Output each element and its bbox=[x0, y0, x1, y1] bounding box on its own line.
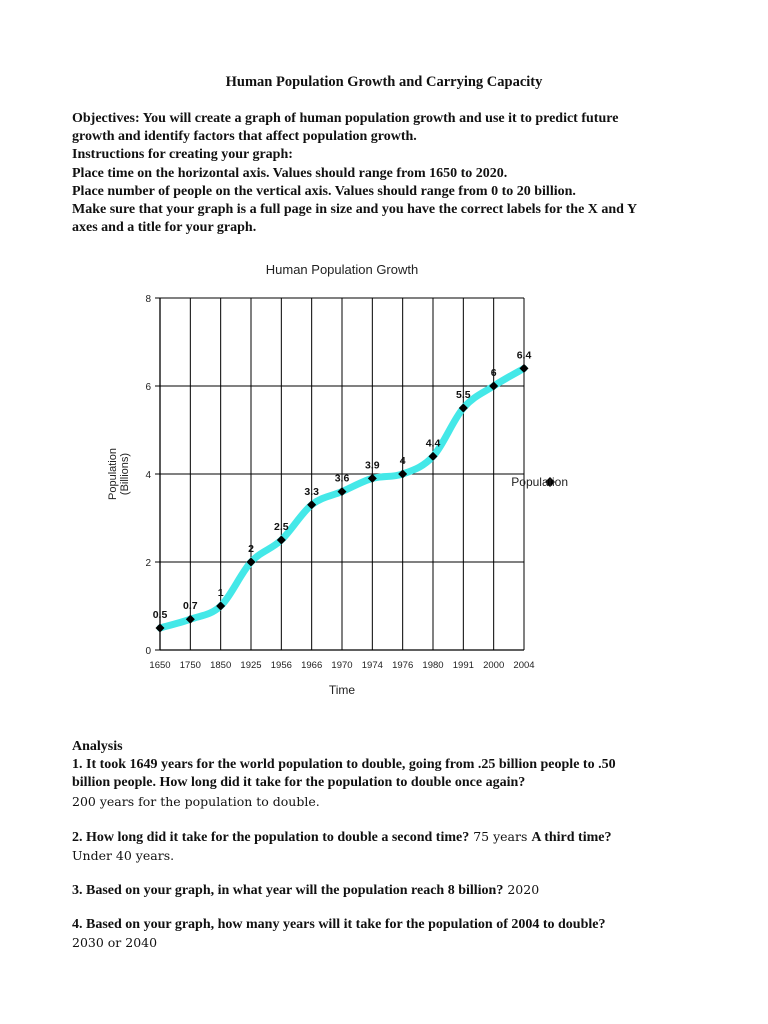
data-label: 5.5 bbox=[456, 389, 471, 401]
document-title: Human Population Growth and Carrying Capacity bbox=[225, 74, 543, 90]
analysis-section bbox=[72, 738, 712, 811]
question-1-line: 1. It took 1649 years for the world population to double, going from .25 billion people to .50 bbox=[72, 757, 616, 773]
data-label: 0.7 bbox=[183, 600, 198, 613]
intro-line: axes and a title for your graph. bbox=[72, 220, 257, 236]
x-tick-label: 1970 bbox=[331, 660, 353, 671]
x-tick-label: 1980 bbox=[422, 660, 444, 671]
data-label: 6 bbox=[490, 367, 497, 379]
legend-label: Population bbox=[511, 475, 568, 489]
data-label: 3.3 bbox=[304, 485, 319, 498]
x-tick-label: 1650 bbox=[149, 660, 171, 671]
x-tick-label: 2000 bbox=[483, 660, 505, 671]
question-3-text: 3. Based on your graph, in what year will the population reach 8 billion? bbox=[72, 883, 504, 898]
question-3 bbox=[72, 881, 712, 900]
data-label: 0.5 bbox=[152, 609, 168, 621]
x-tick-label: 1976 bbox=[392, 660, 414, 671]
intro-section bbox=[72, 110, 712, 237]
intro-line: Place number of people on the vertical axis. Values should range from 0 to 20 billion. bbox=[72, 183, 576, 199]
y-axis-label: Population(Billions) bbox=[107, 448, 131, 500]
x-axis-label: Time bbox=[328, 683, 356, 697]
x-tick-label: 1925 bbox=[240, 660, 262, 671]
intro-line: Objectives: You will create a graph of human population growth and use it to predict future bbox=[72, 111, 619, 126]
data-label: 4 bbox=[399, 455, 406, 467]
x-tick-label: 1750 bbox=[179, 660, 201, 671]
data-label: 2.5 bbox=[274, 521, 289, 533]
data-label: 4.4 bbox=[425, 437, 441, 450]
x-tick-label: 1956 bbox=[270, 660, 292, 671]
x-tick-label: 1991 bbox=[452, 660, 474, 671]
question-4 bbox=[72, 916, 712, 952]
x-tick-label: 2004 bbox=[513, 660, 535, 671]
answer-1: 200 years for the population to double. bbox=[72, 793, 320, 809]
analysis-heading: Analysis bbox=[72, 739, 123, 754]
question-2a: 2. How long did it take for the population to double a second time? bbox=[72, 830, 470, 845]
intro-line: growth and identify factors that affect population growth. bbox=[72, 129, 417, 145]
data-label: 3.6 bbox=[334, 472, 350, 485]
answer-2b: Under 40 years. bbox=[72, 848, 175, 864]
y-tick-label: 6 bbox=[145, 382, 151, 393]
answer-2a: 75 years bbox=[469, 829, 532, 844]
answer-4: 2030 or 2040 bbox=[72, 935, 158, 951]
intro-line: Instructions for creating your graph: bbox=[72, 147, 293, 163]
x-tick-label: 1966 bbox=[301, 660, 323, 671]
x-tick-label: 1974 bbox=[361, 660, 383, 671]
y-tick-label: 4 bbox=[145, 470, 151, 481]
y-tick-label: 2 bbox=[145, 558, 151, 569]
question-4-text: 4. Based on your graph, how many years will it take for the population of 2004 to double? bbox=[72, 917, 606, 932]
data-label: 3.9 bbox=[365, 459, 380, 472]
question-2 bbox=[72, 828, 712, 865]
intro-line: Place time on the horizontal axis. Values should range from 1650 to 2020. bbox=[72, 165, 508, 181]
y-tick-label: 8 bbox=[145, 294, 151, 305]
population-chart bbox=[100, 252, 570, 702]
question-2b: A third time? bbox=[531, 830, 612, 845]
x-tick-label: 1850 bbox=[210, 660, 232, 671]
chart-title: Human Population Growth bbox=[265, 262, 419, 277]
data-label: 2 bbox=[248, 543, 254, 555]
question-1-line: billion people. How long did it take for the population to double once again? bbox=[72, 775, 526, 791]
intro-line: Make sure that your graph is a full page in size and you have the correct labels for the X and Y bbox=[72, 202, 638, 218]
y-tick-label: 0 bbox=[145, 646, 151, 657]
data-label: 1 bbox=[217, 587, 224, 599]
answer-3: 2020 bbox=[503, 882, 540, 897]
data-label: 6.4 bbox=[516, 349, 532, 362]
